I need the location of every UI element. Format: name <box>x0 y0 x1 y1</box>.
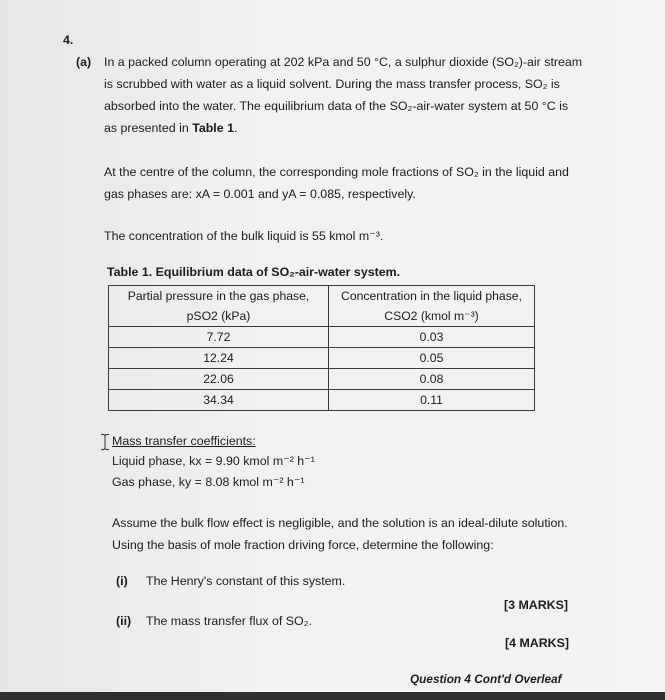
table-cell: 0.08 <box>329 369 535 390</box>
intro-line: is scrubbed with water as a liquid solvent. During the mass transfer process, SO₂ is <box>104 77 560 91</box>
centre-line: At the centre of the column, the corresponding mole fractions of SO₂ in the liquid and <box>104 165 569 179</box>
marks-label: [3 MARKS] <box>504 598 569 612</box>
table-caption: Table 1. Equilibrium data of SO₂-air-water system. <box>107 265 401 279</box>
header-cell: Concentration in the liquid phase, <box>329 286 535 307</box>
table-row <box>109 348 535 369</box>
marks-label: [4 MARKS] <box>505 636 570 650</box>
table-cell: 0.03 <box>329 327 535 348</box>
table-cell: 7.72 <box>109 327 329 348</box>
equilibrium-table <box>108 285 535 411</box>
continued-footer: Question 4 Cont'd Overleaf <box>410 672 562 686</box>
table-cell: 22.06 <box>109 369 329 390</box>
bottom-edge <box>0 692 665 700</box>
table-cell: 34.34 <box>109 390 329 411</box>
table-cell: 0.05 <box>329 348 535 369</box>
table-header-row <box>109 286 535 307</box>
intro-line: absorbed into the water. The equilibrium data of the SO₂-air-water system at 50 °C is <box>104 99 569 113</box>
table-row <box>109 390 535 411</box>
header-cell: Partial pressure in the gas phase, <box>109 286 329 307</box>
assumption-line: Assume the bulk flow effect is negligible, and the solution is an ideal-dilute solution. <box>112 516 568 530</box>
text-cursor-icon <box>100 433 110 451</box>
subquestion-label: (i) <box>116 574 128 588</box>
subquestion-text: The mass transfer flux of SO₂. <box>146 614 312 628</box>
header-cell: pSO2 (kPa) <box>109 306 329 327</box>
table-reference: Table 1 <box>192 121 234 135</box>
assumption-line: Using the basis of mole fraction driving force, determine the following: <box>112 538 494 552</box>
intro-paragraph <box>104 51 582 139</box>
table-row <box>109 327 535 348</box>
table-cell: 0.11 <box>329 390 535 411</box>
concentration-line: The concentration of the bulk liquid is 55 kmol m⁻³. <box>104 229 384 243</box>
intro-line: as presented in <box>104 121 189 135</box>
subquestion-text: The Henry's constant of this system. <box>146 574 346 588</box>
intro-line-last <box>104 117 582 139</box>
intro-line: In a packed column operating at 202 kPa and 50 °C, a sulphur dioxide (SO₂)-air stream <box>104 55 583 69</box>
centre-line: gas phases are: xA = 0.001 and yA = 0.085, respectively. <box>104 187 416 201</box>
table-header-row <box>109 306 535 327</box>
assumption-paragraph <box>112 512 568 556</box>
table-row <box>109 369 535 390</box>
liquid-phase-coefficient: Liquid phase, kx = 9.90 kmol m⁻² h⁻¹ <box>112 454 315 468</box>
intro-end: . <box>233 121 238 135</box>
part-a-label: (a) <box>76 55 92 69</box>
mass-transfer-heading: Mass transfer coefficients: <box>112 434 256 448</box>
question-number: 4. <box>63 33 74 47</box>
subquestion-label: (ii) <box>116 614 132 628</box>
centre-paragraph <box>104 161 569 205</box>
gas-phase-coefficient: Gas phase, ky = 8.08 kmol m⁻² h⁻¹ <box>112 475 305 489</box>
header-cell: CSO2 (kmol m⁻³) <box>329 306 535 327</box>
table-cell: 12.24 <box>109 348 329 369</box>
